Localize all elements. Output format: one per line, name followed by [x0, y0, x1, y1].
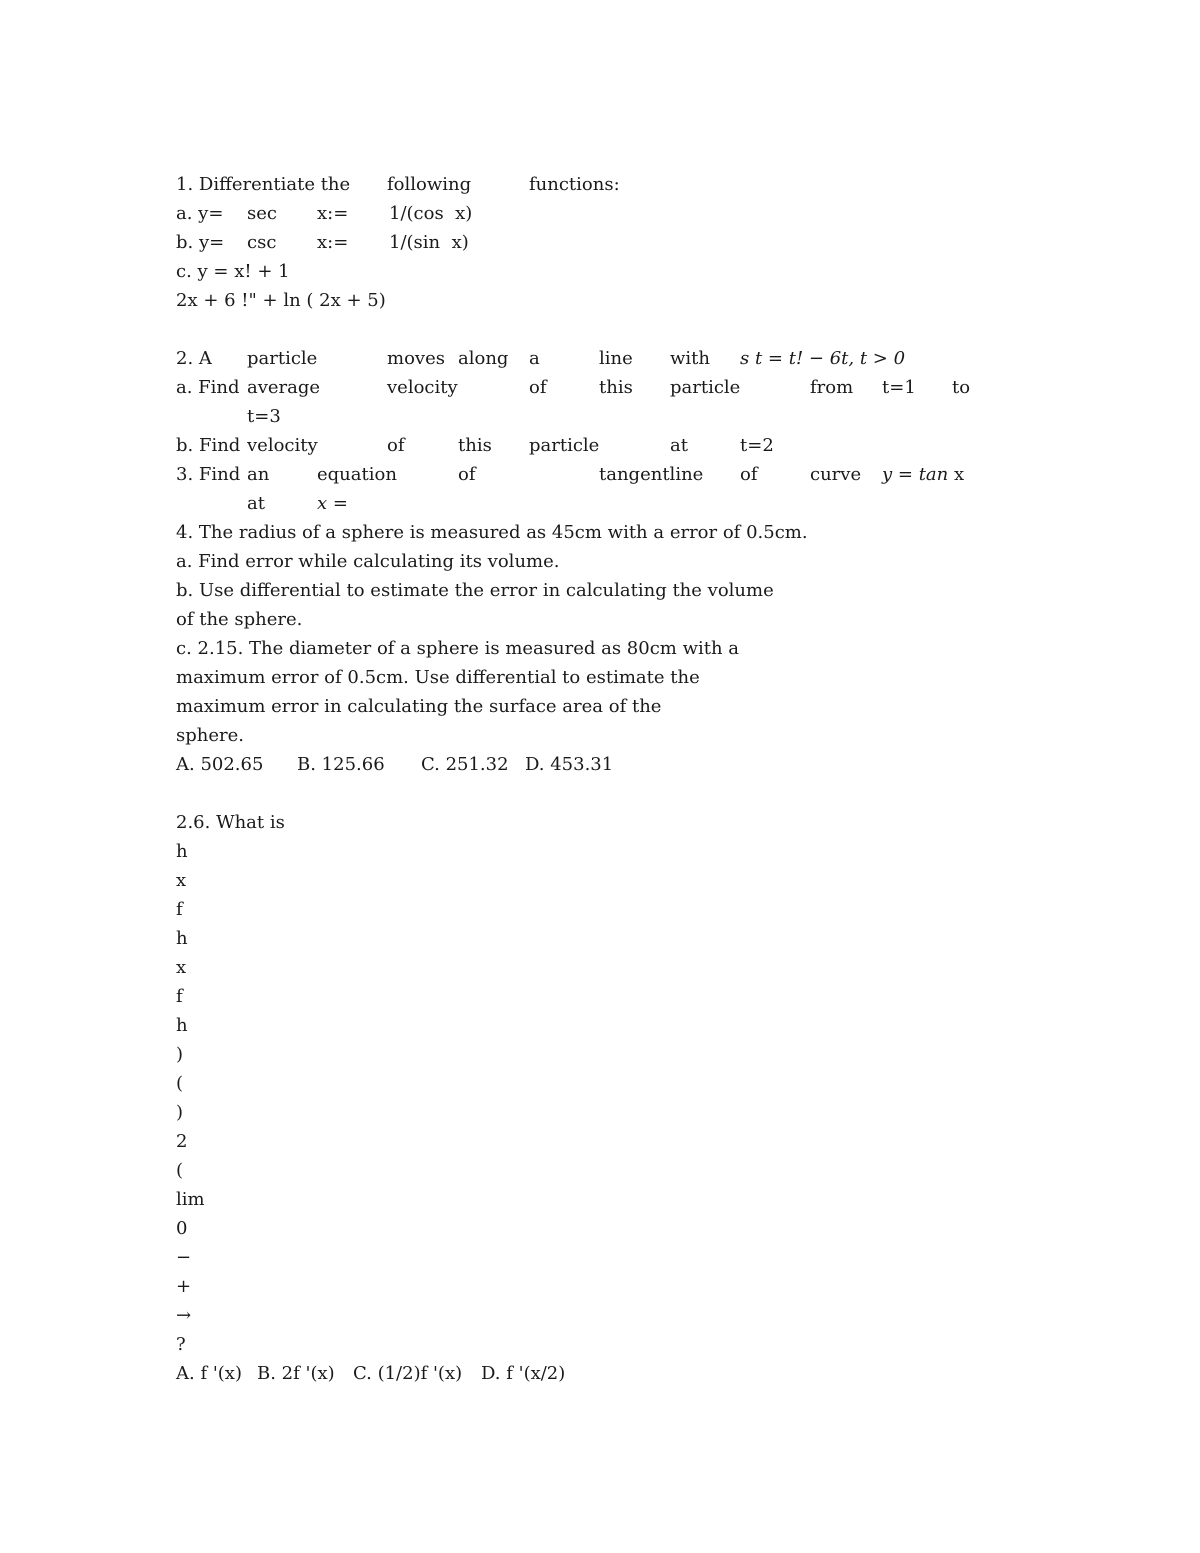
q26-option: B. 2f '(x) — [257, 1363, 335, 1384]
formula-char: ( — [176, 1160, 184, 1181]
q1-title-part: functions: — [529, 174, 620, 195]
q4-option: A. 502.65 — [176, 754, 264, 775]
formula-fragment — [0, 1156, 1200, 1185]
formula-fragment — [0, 1330, 1200, 1359]
q4-text: maximum error in calculating the surface area of the — [176, 696, 662, 717]
q1b-part: b. y= — [176, 232, 225, 253]
formula-char: h — [176, 928, 188, 949]
q1c2-text: 2x + 6 !" + ln ( 2x + 5) — [176, 290, 386, 311]
formula-fragment — [0, 1127, 1200, 1156]
q4-text: sphere. — [176, 725, 244, 746]
formula-char: 2 — [176, 1131, 188, 1152]
formula-fragment — [0, 1098, 1200, 1127]
q2b-part: t=2 — [740, 435, 774, 456]
q1c-line — [0, 257, 1200, 286]
q2a-part: a. Find — [176, 377, 240, 398]
q1a-part: 1/(cos x) — [389, 203, 473, 224]
formula-char: lim — [176, 1189, 205, 1210]
q2a-part: from — [810, 377, 854, 398]
q2-title-part: moves — [387, 348, 445, 369]
q2b-part: this — [458, 435, 492, 456]
q2-title-part: with — [670, 348, 710, 369]
q3-curve-function: y = tan — [882, 464, 949, 485]
q4-line — [0, 605, 1200, 634]
q26-title: 2.6. What is — [176, 812, 285, 833]
q2-title-part: particle — [247, 348, 318, 369]
q4-text: a. Find error while calculating its volume. — [176, 551, 560, 572]
q3-continuation — [0, 489, 1200, 518]
q2a-part: of — [529, 377, 547, 398]
q4-text: c. 2.15. The diameter of a sphere is measured as 80cm with a — [176, 638, 740, 659]
formula-char: ( — [176, 1073, 184, 1094]
formula-fragment — [0, 953, 1200, 982]
formula-char: → — [176, 1305, 192, 1326]
q2b-part: of — [387, 435, 405, 456]
q1b-line — [0, 228, 1200, 257]
q3-title-part: x — [954, 464, 965, 485]
q1-title-part: 1. Differentiate the — [176, 174, 351, 195]
formula-char: ) — [176, 1102, 184, 1123]
q3-title-part: an — [247, 464, 270, 485]
q4-line — [0, 721, 1200, 750]
q2a-part: t=1 — [882, 377, 916, 398]
formula-fragment — [0, 1185, 1200, 1214]
q2-title-part: 2. A — [176, 348, 212, 369]
q1a-part: a. y= — [176, 203, 224, 224]
q1a-part: x:= — [317, 203, 349, 224]
q2b-line — [0, 431, 1200, 460]
formula-char: 0 — [176, 1218, 188, 1239]
formula-char: h — [176, 1015, 188, 1036]
formula-char: − — [176, 1247, 192, 1268]
formula-fragment — [0, 837, 1200, 866]
q2a-part: this — [599, 377, 633, 398]
formula-fragment — [0, 1272, 1200, 1301]
q2a-continuation — [0, 402, 1200, 431]
q3-title-part: tangentline — [599, 464, 704, 485]
formula-fragment — [0, 895, 1200, 924]
formula-char: f — [176, 986, 183, 1007]
formula-char: + — [176, 1276, 192, 1297]
q1c-text: c. y = x! + 1 — [176, 261, 290, 282]
q4-text: of the sphere. — [176, 609, 303, 630]
formula-char: ? — [176, 1334, 186, 1355]
q1c-continuation — [0, 286, 1200, 315]
q4-line — [0, 692, 1200, 721]
q1-title-part: following — [387, 174, 472, 195]
q4-option: B. 125.66 — [297, 754, 385, 775]
formula-fragment — [0, 866, 1200, 895]
q26-option: A. f '(x) — [176, 1363, 242, 1384]
q4-option: D. 453.31 — [525, 754, 614, 775]
q1-title-line — [0, 170, 1200, 199]
q3-at-text: at — [247, 493, 265, 514]
formula-char: f — [176, 899, 183, 920]
q4-line — [0, 634, 1200, 663]
formula-char: h — [176, 841, 188, 862]
q3-x-equals: x = — [317, 493, 348, 514]
q4-line — [0, 518, 1200, 547]
q2a2-text: t=3 — [247, 406, 281, 427]
q4-options-line — [0, 750, 1200, 779]
q1a-part: sec — [247, 203, 277, 224]
q4-text: 4. The radius of a sphere is measured as 45cm with a error of 0.5cm. — [176, 522, 808, 543]
q2b-part: at — [670, 435, 688, 456]
formula-fragment — [0, 1040, 1200, 1069]
q2a-line — [0, 373, 1200, 402]
formula-fragment — [0, 924, 1200, 953]
q26-option: D. f '(x/2) — [481, 1363, 566, 1384]
formula-fragment — [0, 1011, 1200, 1040]
q3-title-part: of — [458, 464, 476, 485]
formula-fragment — [0, 1214, 1200, 1243]
q4-line — [0, 663, 1200, 692]
formula-char: x — [176, 957, 187, 978]
formula-fragment — [0, 1069, 1200, 1098]
q4-text: b. Use differential to estimate the error in calculating the volume — [176, 580, 774, 601]
q2a-part: to — [952, 377, 971, 398]
q2-title-part: along — [458, 348, 509, 369]
q4-option: C. 251.32 — [421, 754, 509, 775]
formula-fragment — [0, 1243, 1200, 1272]
q3-title-part: 3. Find — [176, 464, 241, 485]
q2-title-part: line — [599, 348, 633, 369]
q2a-part: average — [247, 377, 321, 398]
formula-fragment — [0, 982, 1200, 1011]
q26-option: C. (1/2)f '(x) — [353, 1363, 463, 1384]
formula-char: ) — [176, 1044, 184, 1065]
q2b-part: particle — [529, 435, 600, 456]
q4-text: maximum error of 0.5cm. Use differential to estimate the — [176, 667, 700, 688]
q4-line — [0, 547, 1200, 576]
q2a-part: velocity — [387, 377, 458, 398]
q1a-line — [0, 199, 1200, 228]
q3-title-part: curve — [810, 464, 862, 485]
q1b-part: x:= — [317, 232, 349, 253]
q26-title-line — [0, 808, 1200, 837]
q2b-part: b. Find — [176, 435, 241, 456]
q1b-part: csc — [247, 232, 277, 253]
q26-options-line — [0, 1359, 1200, 1388]
q1b-part: 1/(sin x) — [389, 232, 469, 253]
q2-position-function: s t = t! − 6t, t > 0 — [740, 348, 906, 369]
q2-title-part: a — [529, 348, 540, 369]
formula-fragment — [0, 1301, 1200, 1330]
formula-char: x — [176, 870, 187, 891]
q2b-part: velocity — [247, 435, 318, 456]
q3-title-line — [0, 460, 1200, 489]
q2a-part: particle — [670, 377, 741, 398]
q2-title-line — [0, 344, 1200, 373]
q4-line — [0, 576, 1200, 605]
q3-title-part: of — [740, 464, 758, 485]
q3-title-part: equation — [317, 464, 397, 485]
